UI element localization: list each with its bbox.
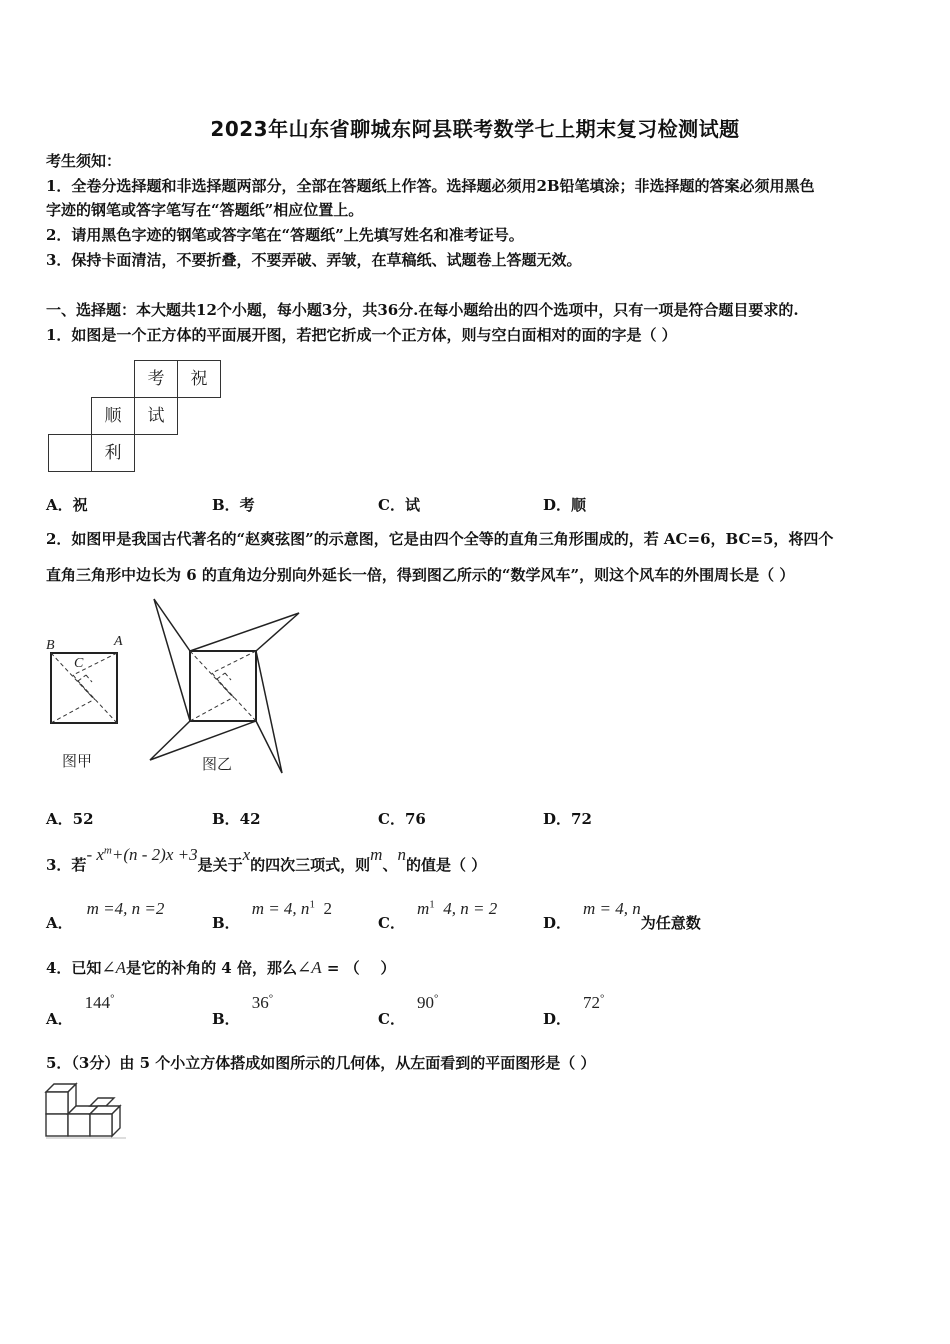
net-cell-li: 利 xyxy=(91,434,135,472)
net-cell-kao: 考 xyxy=(134,360,178,398)
question-1-option-c[interactable]: C．试 xyxy=(378,496,420,514)
q4-option-b-value: 36 xyxy=(251,993,269,1012)
pinwheel-figures xyxy=(40,595,310,780)
q4-option-c-value: 90 xyxy=(416,993,434,1012)
q3-mid2: 的四次三项式，则 xyxy=(250,856,371,874)
q4-option-c-degree: ° xyxy=(433,992,439,1005)
label-c: C xyxy=(74,656,84,671)
q3-option-b-label: B． xyxy=(212,914,240,932)
q3-option-b-math: m = 4, n xyxy=(251,899,310,918)
net-cell-shi: 试 xyxy=(134,397,178,435)
q4-option-a-label: A． xyxy=(46,1010,73,1028)
q3-option-d-math: m = 4, n xyxy=(583,899,641,918)
page-title: 2023年山东省聊城东阿县联考数学七上期末复习检测试题 xyxy=(210,117,740,141)
q3-option-c-tail: 4, n = 2 xyxy=(434,899,498,918)
question-4-option-c[interactable] xyxy=(378,992,439,1028)
question-4-option-b[interactable] xyxy=(212,992,274,1028)
q3-option-c-label: C． xyxy=(378,914,405,932)
notice-item-1-line-2: 字迹的钢笔或答字笔写在“答题纸”相应位置上。 xyxy=(46,201,364,219)
question-4-option-d[interactable] xyxy=(543,992,605,1028)
q3-suffix: 的值是（ ） xyxy=(405,856,487,874)
net-cell-blank xyxy=(48,434,92,472)
q3-option-c-math: m xyxy=(416,899,430,918)
question-2-stem-line-1: 2．如图甲是我国古代著名的“赵爽弦图”的示意图，它是由四个全等的直角三角形围成的，若 AC=6，BC=5，将四个 xyxy=(46,530,834,548)
question-4-stem xyxy=(46,957,396,979)
question-2-option-d[interactable]: D．72 xyxy=(543,810,592,828)
figure-yi-diagram xyxy=(150,599,299,773)
q3-var-x: x xyxy=(242,845,251,864)
notice-item-2: 2．请用黑色字迹的钢笔或答字笔在“答题纸”上先填写姓名和准考证号。 xyxy=(46,226,524,244)
q3-var-n: n xyxy=(397,845,406,864)
q4-suffix: = （ ） xyxy=(321,959,396,977)
q4-option-d-label: D． xyxy=(543,1010,572,1028)
q4-option-a-degree: ° xyxy=(110,992,115,1005)
q4-option-a-value: 144 xyxy=(84,993,111,1012)
figure-jia-diagram xyxy=(46,634,123,770)
net-cell-zhu: 祝 xyxy=(177,360,221,398)
q3-option-a-math: m =4, n =2 xyxy=(86,899,165,918)
question-1-option-a[interactable]: A．祝 xyxy=(46,496,88,514)
question-5-stem: 5．（3分）由 5 个小立方体搭成如图所示的几何体，从左面看到的平面图形是（ ） xyxy=(46,1054,596,1072)
question-2-stem-line-2: 直角三角形中边长为 6 的直角边分别向外延长一倍，得到图乙所示的“数学风车”，则这个风车的外围周长是（ ） xyxy=(46,566,795,584)
q3-option-b-tail: 2 xyxy=(314,899,332,918)
question-1-option-b[interactable]: B．考 xyxy=(212,496,255,514)
q4-option-d-value: 72 xyxy=(583,993,601,1012)
question-3-stem xyxy=(46,844,486,874)
question-3-option-d[interactable] xyxy=(543,898,701,932)
q4-mid: 是它的补角的 4 倍，那么 xyxy=(126,959,297,977)
question-3-option-c[interactable] xyxy=(378,898,498,932)
q3-option-c-sup: 1 xyxy=(429,898,435,911)
notice-heading: 考生须知： xyxy=(46,152,122,170)
q3-option-a-label: A． xyxy=(46,914,73,932)
q4-option-b-label: B． xyxy=(212,1010,240,1028)
question-3-option-b[interactable] xyxy=(212,898,332,932)
q4-angle-1: ∠A xyxy=(101,958,127,977)
q3-var-m: m xyxy=(370,845,383,864)
label-a: A xyxy=(114,634,123,649)
notice-item-3: 3．保持卡面清洁，不要折叠，不要弄破、弄皱，在草稿纸、试题卷上答题无效。 xyxy=(46,251,582,269)
question-1-option-d[interactable]: D．顺 xyxy=(543,496,587,514)
q3-expr-part2: +(n - 2)x +3 xyxy=(111,845,198,864)
net-cell-shun: 顺 xyxy=(91,397,135,435)
question-2-option-b[interactable]: B．42 xyxy=(212,810,261,828)
q3-sep: 、 xyxy=(382,856,398,874)
q3-exponent: m xyxy=(103,844,112,857)
question-2-option-a[interactable]: A．52 xyxy=(46,810,94,828)
q3-expr-part1: - x xyxy=(86,845,104,864)
q4-angle-2: ∠A xyxy=(296,958,322,977)
figure-jia-caption: 图甲 xyxy=(62,752,93,770)
notice-item-1-line-1: 1．全卷分选择题和非选择题两部分，全部在答题纸上作答。选择题必须用2B铅笔填涂；非选择题的答案必须用黑色 xyxy=(46,177,815,195)
label-b: B xyxy=(46,638,55,653)
section-heading: 一、选择题：本大题共12个小题，每小题3分，共36分.在每小题给出的四个选项中，只有一项是符合题目要求的. xyxy=(46,301,799,319)
question-3-option-a[interactable] xyxy=(46,898,165,932)
q3-mid1: 是关于 xyxy=(197,856,243,874)
question-4-option-a[interactable] xyxy=(46,992,115,1028)
q3-option-b-sup: 1 xyxy=(309,898,315,911)
cubes-figure xyxy=(44,1080,132,1142)
figure-yi-caption: 图乙 xyxy=(202,755,233,773)
q4-option-b-degree: ° xyxy=(268,992,274,1005)
q3-option-d-text: 为任意数 xyxy=(640,914,701,932)
q4-option-d-degree: ° xyxy=(600,992,605,1005)
question-1-stem: 1．如图是一个正方体的平面展开图，若把它折成一个正方体，则与空白面相对的面的字是（ ） xyxy=(46,326,677,344)
q3-option-d-label: D． xyxy=(543,914,572,932)
q4-option-c-label: C． xyxy=(378,1010,405,1028)
question-2-option-c[interactable]: C．76 xyxy=(378,810,426,828)
q3-prefix: 3．若 xyxy=(46,856,87,874)
q4-prefix: 4．已知 xyxy=(46,959,102,977)
